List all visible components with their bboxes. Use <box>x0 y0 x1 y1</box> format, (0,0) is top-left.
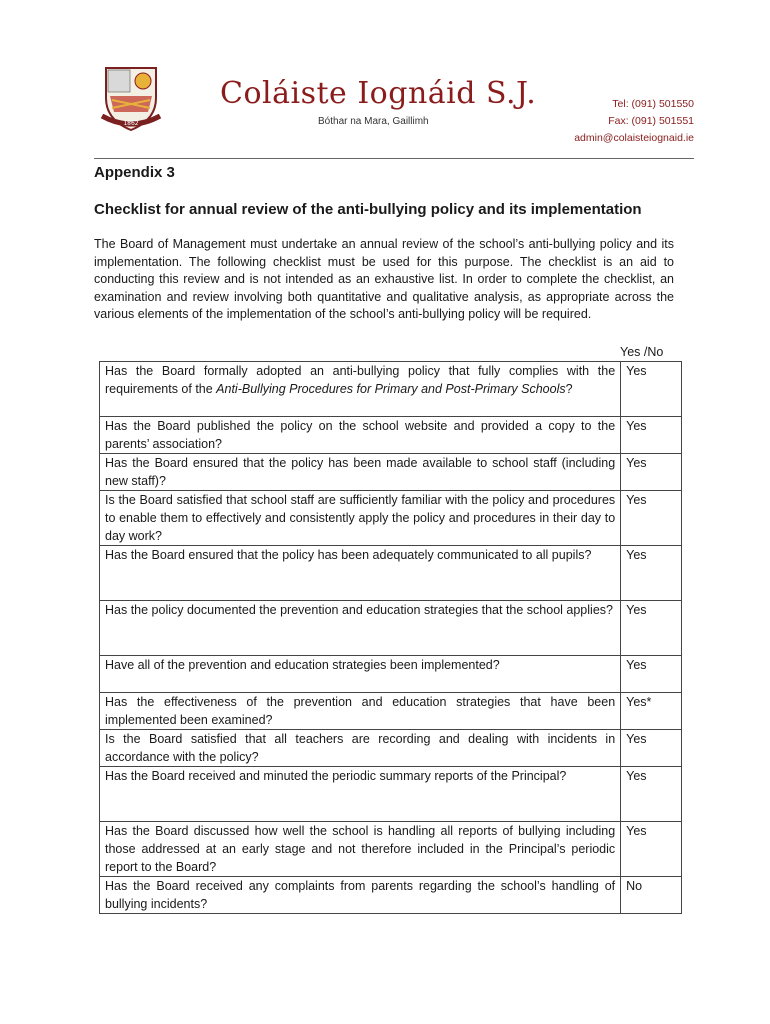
table-row <box>100 656 682 693</box>
appendix-heading: Appendix 3 <box>94 164 175 181</box>
header-divider <box>94 158 694 159</box>
question-cell: Has the Board ensured that the policy has been adequately communicated to all pupils? <box>100 546 621 601</box>
school-crest <box>96 64 166 134</box>
answer-cell: Yes <box>621 656 682 693</box>
answer-cell: Yes <box>621 767 682 822</box>
question-cell: Has the Board published the policy on the school website and provided a copy to the parents’ association? <box>100 417 621 454</box>
question-cell: Has the effectiveness of the prevention and education strategies that have been implemented been examined? <box>100 693 621 730</box>
intro-paragraph: The Board of Management must undertake an annual review of the school’s anti-bullying policy and its implementation. The following checklist must be used for this purpose. The checklist is an aid to conducting this review and is not intended as an exhaustive list. In order to complete the checklist, an examination and review involving both quantitative and qualitative analysis, as appropriate across the various elements of the implementation of the school’s anti-bullying policy will be required. <box>94 237 674 321</box>
tel-number: Tel: (091) 501550 <box>612 98 694 110</box>
answer-cell: Yes* <box>621 693 682 730</box>
table-row <box>100 693 682 730</box>
question-cell: Have all of the prevention and education strategies been implemented? <box>100 656 621 693</box>
answer-cell: Yes <box>621 417 682 454</box>
table-row <box>100 546 682 601</box>
table-row <box>100 877 682 914</box>
answer-cell: Yes <box>621 601 682 656</box>
crest-year: 1862 <box>123 120 139 127</box>
question-cell: Is the Board satisfied that school staff are sufficiently familiar with the policy and procedures to enable them to effectively and consistently apply the policy and procedures in their day to day work? <box>100 491 621 546</box>
school-name: Coláiste Iognáid S.J. <box>220 76 537 111</box>
answer-cell: Yes <box>621 546 682 601</box>
table-row <box>100 417 682 454</box>
answer-cell: No <box>621 877 682 914</box>
question-cell: Has the Board ensured that the policy has been made available to school staff (including new staff)? <box>100 454 621 491</box>
question-emphasis: Anti-Bullying Procedures for Primary and Post-Primary Schools <box>216 382 566 396</box>
table-row <box>100 822 682 877</box>
fax-number: Fax: (091) 501551 <box>608 115 694 127</box>
table-row <box>100 362 682 417</box>
question-cell: Has the Board received and minuted the periodic summary reports of the Principal? <box>100 767 621 822</box>
table-row <box>100 491 682 546</box>
email-address[interactable]: admin@colaisteiognaid.ie <box>574 132 694 144</box>
question-cell: Has the Board discussed how well the school is handling all reports of bullying including those addressed at an early stage and not therefore included in the Principal’s periodic report to the Board? <box>100 822 621 877</box>
question-cell: Has the Board received any complaints from parents regarding the school’s handling of bullying incidents? <box>100 877 621 914</box>
table-row <box>100 601 682 656</box>
table-row <box>100 730 682 767</box>
answer-cell: Yes <box>621 822 682 877</box>
checklist-table <box>99 361 682 914</box>
answer-column-header: Yes /No <box>620 345 664 359</box>
table-row <box>100 454 682 491</box>
contact-block <box>574 96 694 147</box>
question-cell: Is the Board satisfied that all teachers are recording and dealing with incidents in accordance with the policy? <box>100 730 621 767</box>
question-cell <box>100 362 621 417</box>
question-cell: Has the policy documented the prevention and education strategies that the school applies? <box>100 601 621 656</box>
question-text-end: ? <box>565 382 573 396</box>
school-address: Bóthar na Mara, Gaillimh <box>318 116 429 127</box>
answer-cell: Yes <box>621 362 682 417</box>
document-title: Checklist for annual review of the anti-bullying policy and its implementation <box>94 201 642 218</box>
table-row <box>100 767 682 822</box>
answer-cell: Yes <box>621 454 682 491</box>
answer-cell: Yes <box>621 730 682 767</box>
answer-cell: Yes <box>621 491 682 546</box>
question-text: Has the Board formally adopted an anti-bullying policy that fully complies with the requirements of the <box>105 364 616 396</box>
